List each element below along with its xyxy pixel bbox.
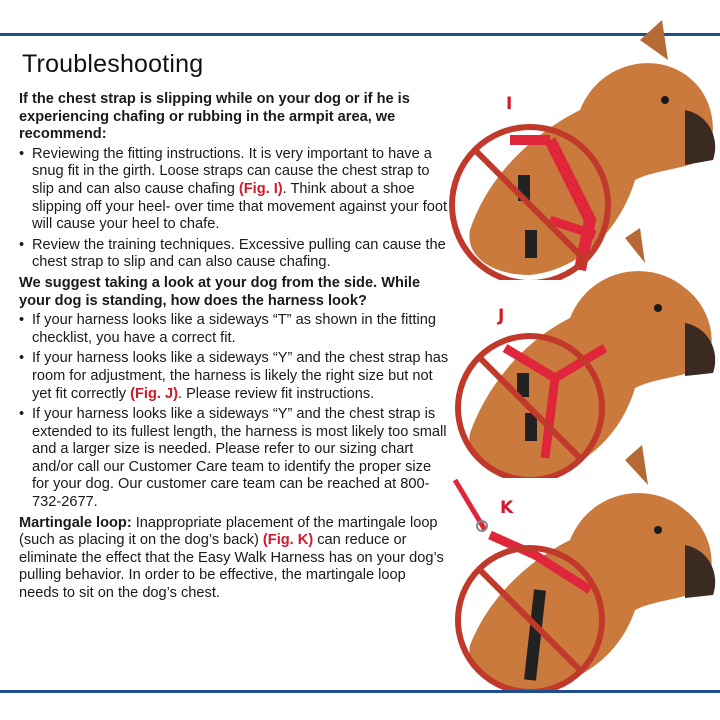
bullet-dot: • xyxy=(19,145,25,162)
bullet-training: • Review the training techniques. Excessive pulling can cause the chest strap to slip and can also cause chafing. xyxy=(19,236,446,271)
bullet-y-shape-adjust: • If your harness looks like a sideways “Y” and the chest strap has room for adjustment, the harness is likely the right size but not yet fit correctly (Fig. J). Please review fit instructions. xyxy=(19,350,449,402)
martingale-label: Martingale loop: xyxy=(19,514,132,531)
bullet-t-shape: • If your harness looks like a sideways “T” as shown in the fitting checklist, you have a correct fit. xyxy=(19,312,436,346)
figure-k-label: K xyxy=(500,498,514,518)
figure-k xyxy=(430,440,720,690)
fig-j-ref: (Fig. J) xyxy=(130,385,178,402)
martingale-paragraph: Martingale loop: Inappropriate placement of the martingale loop (such as placing it on the dog’s back) (Fig. K) can reduce or eliminate the effect that the Easy Walk Harness has on your dog’s pulling behavior. In order to be effective, the martingale loop needs to sit on the dog’s chest. xyxy=(19,514,444,602)
bullet-dot: • xyxy=(19,236,25,253)
bullet-y-shape-size: • If your harness looks like a sideways “Y” and the chest strap is extended to its fullest length, the harness is most likely too small and a larger size is needed. Please refer to our sizing chart and/or call our Customer Care team to identify the proper size for your dog. Our customer care team can be reached at 800-732-2677. xyxy=(19,406,447,511)
dog-harness-illustration-k xyxy=(430,440,720,690)
bottom-divider xyxy=(0,690,720,693)
suggest-paragraph: We suggest taking a look at your dog from the side. While your dog is standing, how does the harness look? xyxy=(19,274,421,309)
fig-i-ref: (Fig. I) xyxy=(238,180,283,197)
bullet-dot: • xyxy=(19,312,25,329)
bullet-dot: • xyxy=(19,406,25,423)
fig-k-ref: (Fig. K) xyxy=(262,532,314,549)
bullet-dot: • xyxy=(19,350,25,367)
figure-j-label: J xyxy=(498,306,505,326)
intro-paragraph: If the chest strap is slipping while on your dog or if he is experiencing chafing or rubbing in the armpit area, we recommend: xyxy=(19,91,410,143)
bullet-fitting: • Reviewing the fitting instructions. It is very important to have a snug fit in the girth. Loose straps can cause the chest strap to slip and can also cause chafing (Fig. I). Think about a shoe slipping off your heel- over time that movement against your foot will cause your heel to chafe. xyxy=(19,145,448,233)
figure-i-label: I xyxy=(506,94,513,114)
body-text xyxy=(19,91,449,603)
page-title: Troubleshooting xyxy=(22,50,204,78)
